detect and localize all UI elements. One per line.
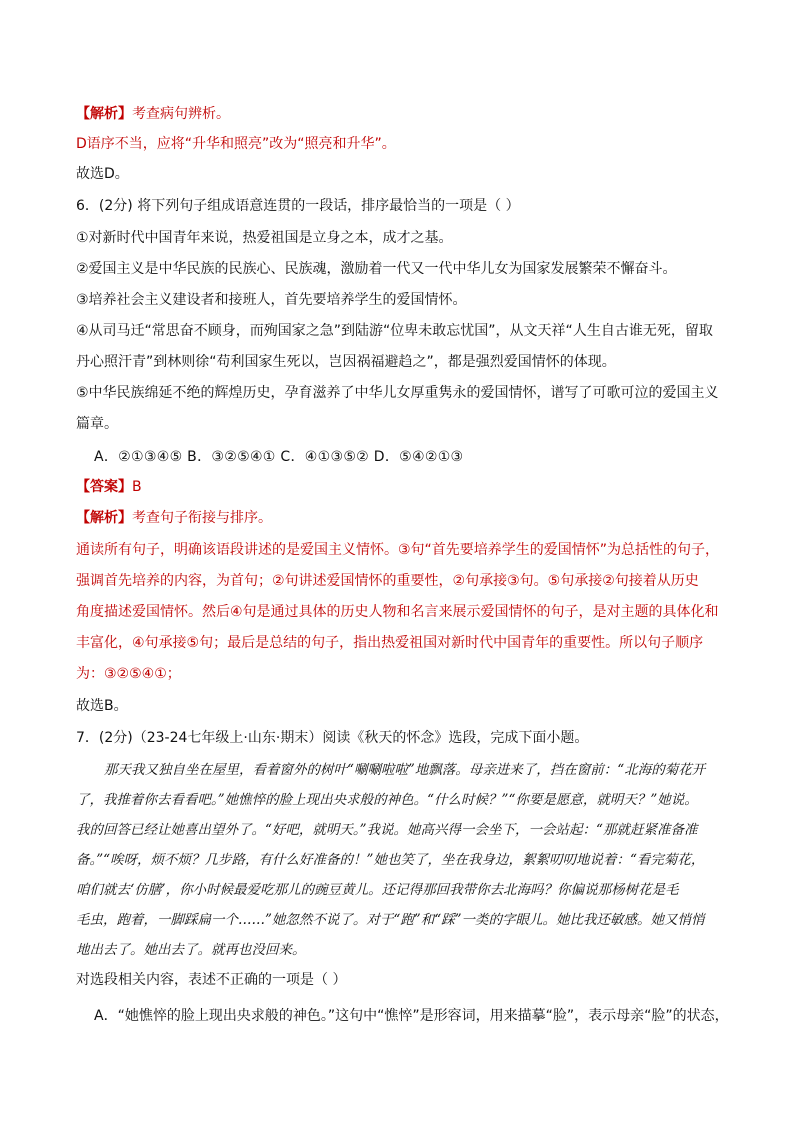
q6-answer-value: B — [132, 479, 142, 495]
q5-choose: 故选D。 — [76, 166, 129, 182]
q6-sentence-5b: 篇章。 — [76, 416, 118, 432]
q7-option-a: A．“她憔悴的脸上现出央求般的神色。”这句中“憔悴”是形容词，用来描摹“脸”，表示母亲“脸”的状态， — [94, 1008, 729, 1024]
q6-explanation-5: 为：③②⑤④①； — [76, 666, 181, 682]
q5-analysis-text: 考查病句辨析。 — [132, 106, 230, 122]
q6-sentence-3: ③培养社会主义建设者和接班人，首先要培养学生的爱国情怀。 — [76, 292, 467, 308]
q6-answer-tag: 【答案】 — [76, 479, 132, 495]
q6-choose: 故选B。 — [76, 698, 128, 714]
q7-passage-line-7: 地出去了。她出去了。就再也没回来。 — [76, 942, 306, 958]
q6-analysis-text: 考查句子衔接与排序。 — [132, 510, 272, 526]
q6-sentence-2: ②爱国主义是中华民族的民族心、民族魂，激励着一代又一代中华儿女为国家发展繁荣不懈奋斗。 — [76, 261, 677, 277]
q7-passage-line-5: 咱们就去‘仿膳’，你小时候最爱吃那儿的豌豆黄儿。还记得那回我带你去北海吗？你偏说那杨树花是毛 — [76, 882, 679, 898]
q6-stem: 6．(2分) 将下列句子组成语意连贯的一段话，排序最恰当的一项是（ ） — [76, 198, 520, 214]
q6-sentence-5a: ⑤中华民族绵延不绝的辉煌历史，孕育滋养了中华儿女厚重隽永的爱国情怀，谱写了可歌可泣的爱国主义 — [76, 385, 719, 401]
q6-analysis-tag: 【解析】 — [76, 510, 132, 526]
q7-passage-line-2: 了，我推着你去看看吧。”她憔悴的脸上现出央求般的神色。“什么时候？”“你要是愿意，就明天？”她说。 — [76, 792, 698, 808]
q7-passage-line-6: 毛虫，跑着，一脚踩扁一个……”她忽然不说了。对于“跑”和“踩”一类的字眼儿。她比我还敏感。她又悄悄 — [76, 912, 705, 928]
q5-analysis-tag: 【解析】 — [76, 106, 132, 122]
q6-explanation-1: 通读所有句子，明确该语段讲述的是爱国主义情怀。③句“首先要培养学生的爱国情怀”为总括性的句子， — [76, 542, 720, 558]
q5-explanation: D语序不当，应将“升华和照亮”改为“照亮和升华”。 — [76, 136, 396, 152]
q6-answer — [76, 477, 736, 497]
q7-question: 对选段相关内容，表述不正确的一项是（ ） — [76, 972, 347, 988]
q6-explanation-4: 丰富化，④句承接⑤句；最后是总结的句子，指出热爱祖国对新时代中国青年的重要性。所以句子顺序 — [76, 635, 704, 651]
q7-stem: 7．(2分)（23-24七年级上·山东·期末）阅读《秋天的怀念》选段，完成下面小题。 — [76, 730, 589, 746]
q7-passage-line-1: 那天我又独自坐在屋里，看着窗外的树叶“唰唰啦啦”地飘落。母亲进来了，挡在窗前：“北海的菊花开 — [104, 762, 706, 778]
q6-explanation-2: 强调首先培养的内容，为首句；②句讲述爱国情怀的重要性，②句承接③句。⑤句承接②句接着从历史 — [76, 573, 699, 589]
q6-explanation-3: 角度描述爱国情怀。然后④句是通过具体的历史人物和名言来展示爱国情怀的句子，是对主题的具体化和 — [76, 604, 719, 620]
q6-analysis — [76, 508, 736, 528]
q6-sentence-4a: ④从司马迁“常思奋不顾身，而殉国家之急”到陆游“位卑未敢忘忧国”，从文天祥“人生自古谁无死，留取 — [76, 323, 713, 339]
q6-sentence-4b: 丹心照汗青”到林则徐“苟利国家生死以，岂因祸福避趋之”，都是强烈爱国情怀的体现。 — [76, 354, 616, 370]
q6-sentence-1: ①对新时代中国青年来说，热爱祖国是立身之本，成才之基。 — [76, 230, 453, 246]
q5-analysis — [76, 104, 736, 124]
q6-options: A．②①③④⑤ B．③②⑤④① C．④①③⑤② D．⑤④②①③ — [94, 449, 464, 465]
q7-passage-line-4: 备。”“唉呀，烦不烦？几步路，有什么好准备的！”她也笑了，坐在我身边，絮絮叨叨地说着：“看完菊花， — [76, 852, 705, 868]
q7-passage-line-3: 我的回答已经让她喜出望外了。“好吧，就明天。”我说。她高兴得一会坐下，一会站起：“那就赶紧准备准 — [76, 822, 698, 838]
